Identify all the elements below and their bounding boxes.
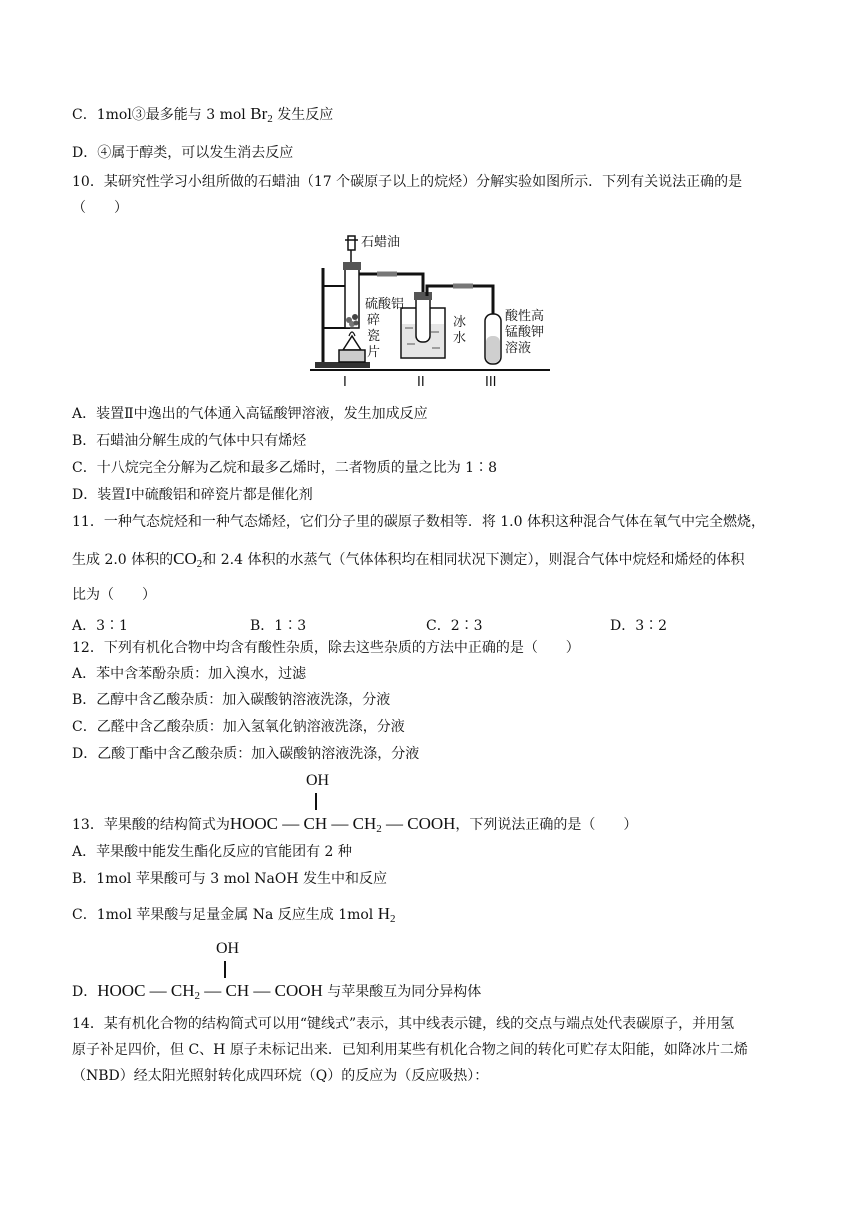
q13-option-d-hydroxyl-label: OH xyxy=(216,940,240,957)
label-ice-1: 冰 xyxy=(453,315,467,330)
stand-base xyxy=(315,362,370,368)
q10-option-b: B．石蜡油分解生成的气体中只有烯烃 xyxy=(72,433,307,449)
q13-option-a: A．苹果酸中能发生酯化反应的官能团有 2 种 xyxy=(72,844,352,860)
q14-stem-line3: （NBD）经太阳光照射转化成四环烷（Q）的反应为（反应吸热）： xyxy=(72,1068,489,1084)
q10-option-d: D．装置Ⅰ中硫酸铝和碎瓷片都是催化剂 xyxy=(72,487,313,503)
label-II: II xyxy=(417,375,425,390)
label-kmno4-2: 锰酸钾 xyxy=(505,325,545,340)
q11-stem-line2: 生成 2.0 体积的$CO_2$和 2.4 体积的水蒸气（气体体积均在相同状况下测定），则混合气体中烷烃和烯烃的体积 xyxy=(72,549,745,570)
q13-option-d: D．HOOC — $CH_2$ — CH — COOH 与苹果酸互为同分异构体 xyxy=(72,981,482,1002)
q10-option-a: A．装置Ⅱ中逸出的气体通入高锰酸钾溶液，发生加成反应 xyxy=(72,406,428,422)
q11-option-d: D．3∶2 xyxy=(610,618,668,634)
q12-option-c: C．乙醛中含乙酸杂质：加入氢氧化钠溶液洗涤，分液 xyxy=(72,719,405,735)
q14-stem-line1: 14．某有机化合物的结构简式可以用“键线式”表示，其中线表示键，线的交点与端点处代表碳原子，并用氢 xyxy=(72,1016,735,1032)
dropping-funnel xyxy=(348,236,355,250)
stopper xyxy=(343,262,361,270)
q13-stem: 13．苹果酸的结构简式为HOOC — CH — $CH_2$ — COOH，下列说法正确的是（ ） xyxy=(72,814,638,835)
delivery-tube-1 xyxy=(359,274,423,298)
q9-option-c: C．1mol③最多能与 3 mol $Br_2$ 发生反应 xyxy=(72,104,334,125)
label-I: I xyxy=(343,375,347,390)
q12-stem: 12．下列有机化合物中均含有酸性杂质，除去这些杂质的方法中正确的是（ ） xyxy=(72,640,580,656)
co2-formula: $CO_2$ xyxy=(173,549,203,570)
label-ice-2: 水 xyxy=(453,331,467,346)
label-catalyst-4: 片 xyxy=(367,345,381,360)
q11-option-a: A．3∶1 xyxy=(72,618,128,634)
label-catalyst-3: 瓷 xyxy=(367,329,381,344)
collection-tube xyxy=(416,294,430,342)
q9-option-d: D．④属于醇类，可以发生消去反应 xyxy=(72,145,294,161)
label-catalyst-2: 碎 xyxy=(367,313,381,328)
malic-acid-formula: HOOC — CH — $CH_2$ — COOH xyxy=(229,814,456,835)
isomer-formula: HOOC — $CH_2$ — CH — COOH xyxy=(97,981,323,1002)
alcohol-lamp xyxy=(343,336,361,350)
q12-option-a: A．苯中含苯酚杂质：加入溴水，过滤 xyxy=(72,666,307,682)
q10-stem: 10．某研究性学习小组所做的石蜡油（17 个碳原子以上的烷烃）分解实验如图所示．下列有关说法正确的是 xyxy=(72,174,743,190)
q11-option-c: C．2∶3 xyxy=(426,618,483,634)
q10-stem-paren: （ ） xyxy=(72,200,128,216)
q11-option-b: B．1∶3 xyxy=(250,618,307,634)
q13-option-c: C．1mol 苹果酸与足量金属 Na 反应生成 1mol $H_2$ xyxy=(72,904,396,925)
q13-hydroxyl-label: OH xyxy=(306,772,330,789)
label-kmno4-3: 溶液 xyxy=(505,341,532,356)
q13-option-d-bond-line xyxy=(224,961,226,978)
label-catalyst-1: 硫酸铝 xyxy=(365,297,405,312)
q10-option-c: C．十八烷完全分解为乙烷和最多乙烯时，二者物质的量之比为 1∶8 xyxy=(72,460,497,476)
paraffin-cracking-apparatus-diagram xyxy=(305,228,555,393)
label-III: III xyxy=(485,375,497,390)
q14-stem-line2: 原子补足四价，但 C、H 原子未标记出来．已知利用某些有机化合物之间的转化可贮存太阳能，如降冰片二烯 xyxy=(72,1042,748,1058)
q11-stem-line1: 11．一种气态烷烃和一种气态烯烃，它们分子里的碳原子数相等．将 1.0 体积这种混合气体在氧气中完全燃烧， xyxy=(72,514,765,530)
q12-option-d: D．乙酸丁酯中含乙酸杂质：加入碳酸钠溶液洗涤，分液 xyxy=(72,746,420,762)
q13-bond-line xyxy=(315,793,317,810)
hydrogen-formula: $H_2$ xyxy=(377,904,396,925)
q13-option-b: B．1mol 苹果酸可与 3 mol NaOH 发生中和反应 xyxy=(72,871,387,887)
q12-option-b: B．乙醇中含乙酸杂质：加入碳酸钠溶液洗涤，分液 xyxy=(72,692,391,708)
bromine-formula: $Br_2$ xyxy=(250,104,273,125)
label-paraffin: 石蜡油 xyxy=(361,235,401,250)
label-kmno4-1: 酸性高 xyxy=(505,309,545,324)
q11-stem-line3: 比为（ ） xyxy=(72,587,156,603)
